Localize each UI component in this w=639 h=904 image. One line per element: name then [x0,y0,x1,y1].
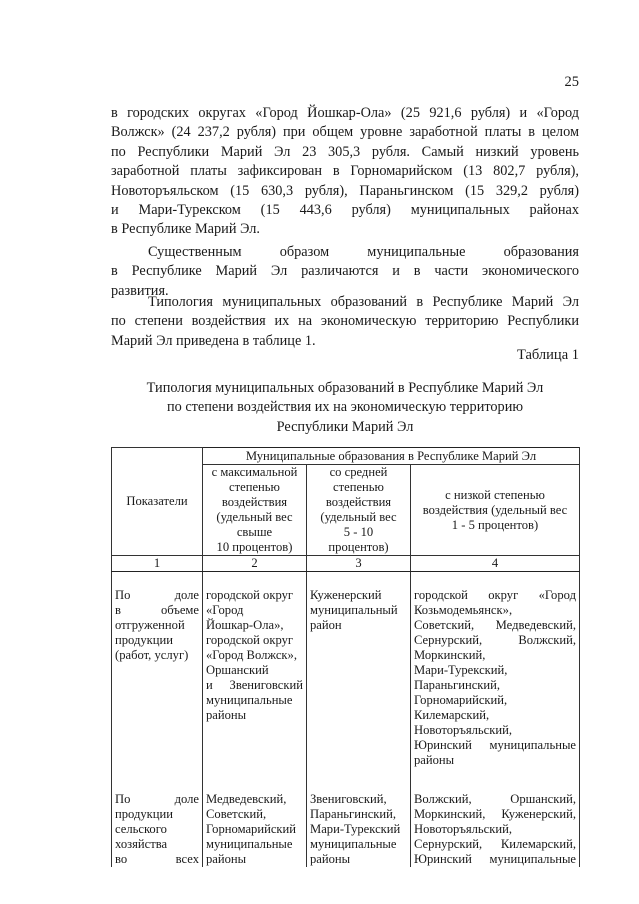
text-line: Существенным образом муниципальные образования [148,244,579,260]
header-col-max: с максимальной степенью воздействия (удельный вес свыше 10 процентов) [203,465,307,556]
column-number: 2 [203,556,307,572]
text-line: и Мари-Турекском (15 443,6 рубля) муниципальных районах [111,202,579,219]
cell-indicator: По доле продукции сельского хозяйства во всех [112,792,203,867]
table-row [112,792,580,867]
typology-table [111,447,580,867]
header-col-low: с низкой степенью воздействия (удельный вес 1 - 5 процентов) [411,465,580,556]
column-number: 1 [112,556,203,572]
table-row [112,588,580,768]
table-title-line: Республики Марий Эл [276,418,414,435]
table-caption: Таблица 1 [516,347,579,363]
text-line: в городских округах «Город Йошкар-Ола» (25 921,6 рубля) и «Город [111,105,579,121]
column-numbers-row [112,556,580,572]
table-header-row [112,448,580,465]
paragraph-typology-intro [111,293,579,351]
text-line: развития. [111,282,169,299]
cell-max: городской округ «Город Йошкар-Ола», городской округ «Город Волжск», Оршанский и Звениговский муниципальные районы [203,588,307,768]
cell-mid: Звениговский, Параньгинский, Мари-Турекский муниципальные районы [307,792,411,867]
text-line: Новоторъяльском (15 630,3 рубля), Параньгинском (15 329,2 рубля) [111,182,579,199]
column-number: 3 [307,556,411,572]
text-line: Волжск» (24 237,2 рубля) при общем уровне заработной платы в целом [111,124,579,141]
text-line: по степени воздействия их на экономическую территорию Республики [111,313,579,330]
cell-low: городской округ «Город Козьмодемьянск», Советский, Медведевский, Сернурский, Волжский, Моркинский, Мари-Турекский, Параньгинский, Горномарийский, Килемарский, Новоторъяльский, Юринский муниципальные районы [411,588,580,768]
header-col-mid: со средней степенью воздействия (удельный вес 5 - 10 процентов) [307,465,411,556]
text-line: заработной платы зафиксирован в Горномарийском (13 802,7 рубля), [111,163,579,180]
page-number: 25 [564,74,579,90]
text-line: по Республики Марий Эл 23 305,3 рубля. Самый низкий уровень [111,143,579,160]
paragraph-salary [111,104,579,240]
cell-max: Медведевский, Советский, Горномарийский муниципальные районы [203,792,307,867]
table-title-line: Типология муниципальных образований в Республике Марий Эл [146,380,544,396]
header-group: Муниципальные образования в Республике Марий Эл [203,448,580,465]
column-number: 4 [411,556,580,572]
table-title [111,379,579,437]
text-line: Типология муниципальных образований в Республике Марий Эл [148,294,579,310]
table-spacer [112,572,580,589]
header-indicator: Показатели [112,448,203,556]
text-line: в Республике Марий Эл различаются и в части экономического [111,263,579,280]
cell-mid: Куженерский муниципальный район [307,588,411,768]
text-line: в Республике Марий Эл. [111,221,261,238]
cell-indicator: По доле в объеме отгруженной продукции (работ, услуг) [112,588,203,768]
cell-low: Волжский, Оршанский, Моркинский, Куженерский, Новоторъяльский, Сернурский, Килемарский, Юринский муниципальные [411,792,580,867]
text-line: Марий Эл приведена в таблице 1. [111,332,316,349]
table-spacer [112,768,580,792]
table-title-line: по степени воздействия их на экономическую территорию [166,399,524,416]
